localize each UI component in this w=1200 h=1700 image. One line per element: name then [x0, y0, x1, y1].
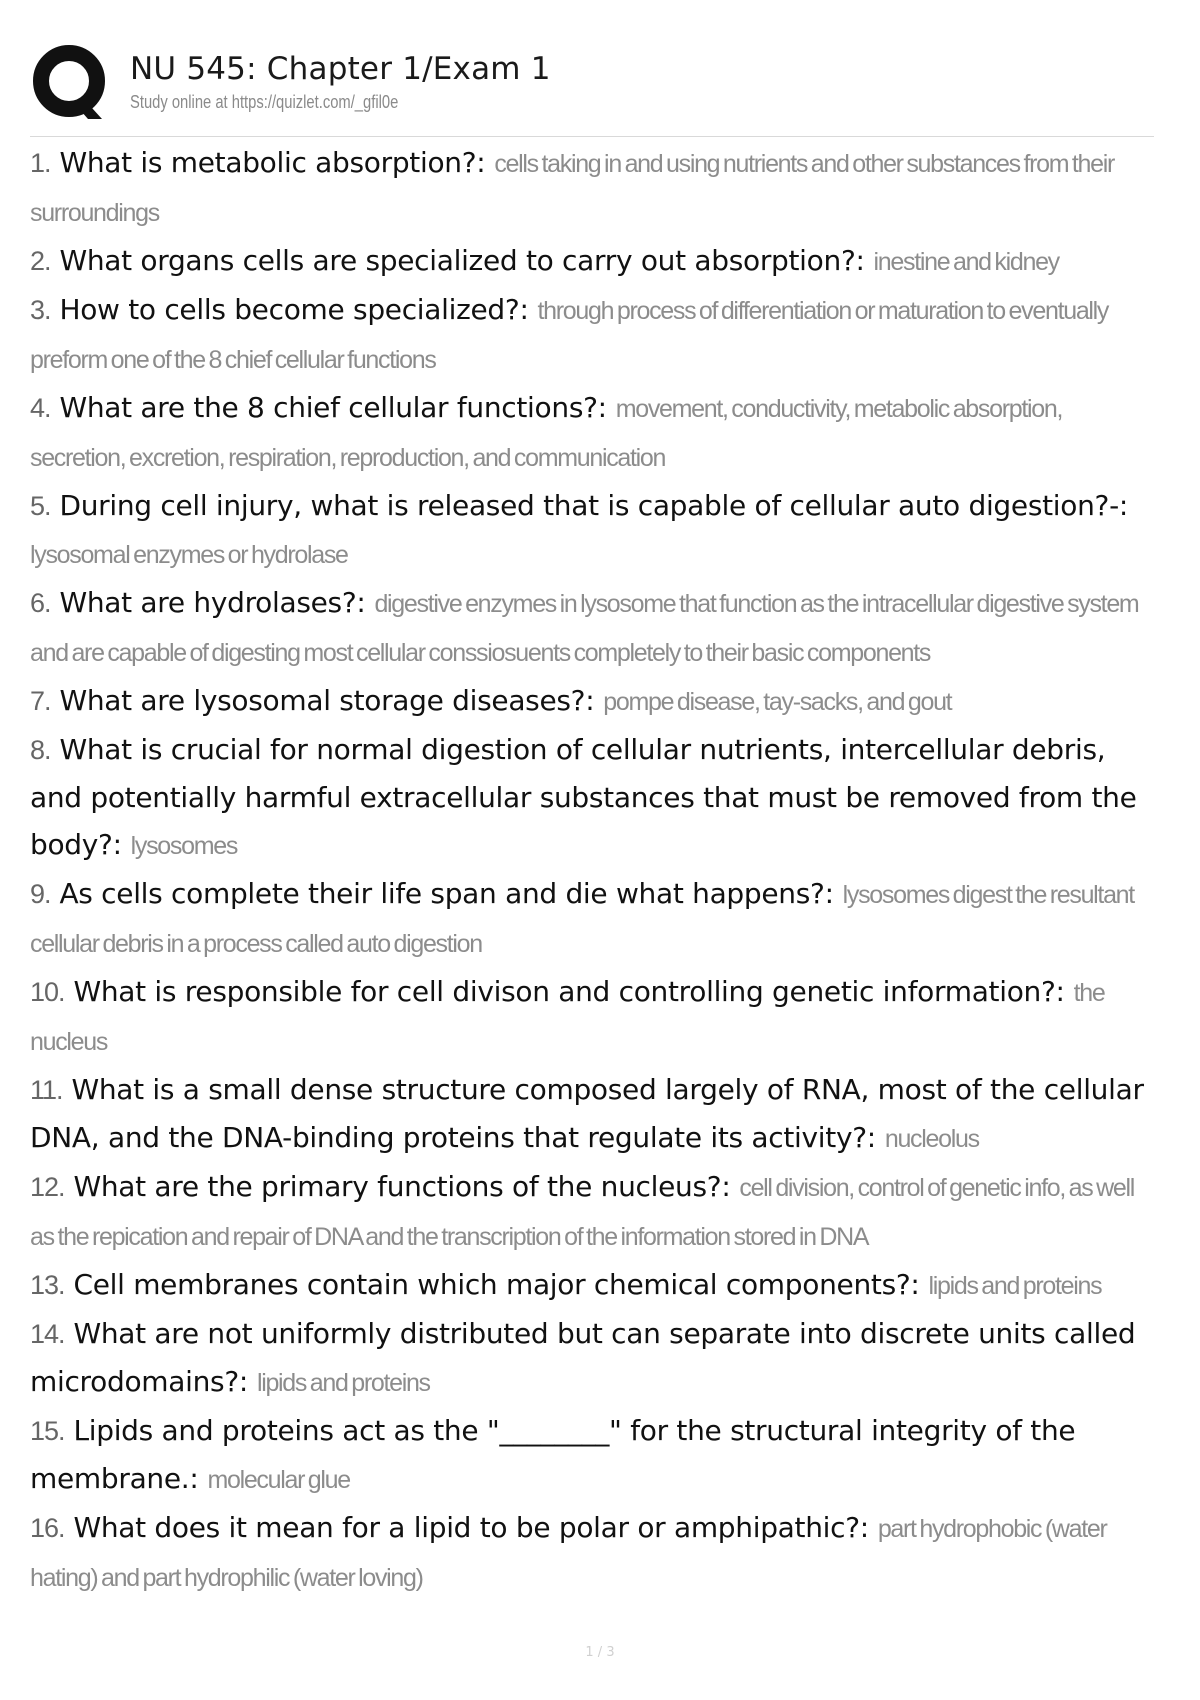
- flashcard-item: [30, 726, 1154, 870]
- header-divider: [30, 136, 1154, 137]
- page-indicator: 1 / 3: [585, 1645, 615, 1660]
- answer-text: movement, conductivity, metabolic absorption, secretion, excretion, respiration, reproduction, and communication: [30, 395, 1063, 472]
- flashcard-item: [30, 579, 1154, 677]
- answer-text: nucleolus: [884, 1125, 979, 1153]
- flashcard-item: [30, 384, 1154, 482]
- flashcard-item: [30, 139, 1154, 237]
- question-text: What does it mean for a lipid to be polar or amphipathic?:: [73, 1511, 869, 1544]
- study-online-link[interactable]: Study online at https://quizlet.com/_gfil0e: [130, 92, 399, 112]
- answer-text: lysosomes digest the resultant cellular debris in a process called auto digestion: [30, 881, 1134, 958]
- flashcard-item: [30, 1066, 1154, 1163]
- item-number: 13.: [30, 1270, 65, 1300]
- item-number: 3.: [30, 295, 51, 325]
- item-number: 1.: [30, 148, 51, 178]
- question-text: During cell injury, what is released that is capable of cellular auto digestion?-:: [59, 489, 1129, 522]
- flashcard-item: [30, 482, 1154, 579]
- answer-text: lysosomes: [130, 832, 238, 860]
- answer-text: cells taking in and using nutrients and other substances from their surroundings: [30, 150, 1115, 227]
- answer-text: digestive enzymes in lysosome that function as the intracellular digestive system and are capable of digesting most cellular conssiosuents completely to their basic components: [30, 590, 1139, 667]
- answer-text: pompe disease, tay-sacks, and gout: [603, 688, 952, 716]
- question-text: What are not uniformly distributed but can separate into discrete units called microdomains?:: [30, 1317, 1136, 1398]
- question-text: What is metabolic absorption?:: [59, 146, 486, 179]
- item-number: 15.: [30, 1416, 65, 1446]
- item-number: 6.: [30, 588, 51, 618]
- answer-text: lipids and proteins: [256, 1369, 430, 1397]
- item-number: 5.: [30, 491, 51, 521]
- question-text: What is crucial for normal digestion of cellular nutrients, intercellular debris, and potentially harmful extracellular substances that must be removed from the body?:: [30, 733, 1137, 861]
- answer-text: lipids and proteins: [928, 1272, 1102, 1300]
- flashcard-item: [30, 870, 1154, 968]
- flashcard-item: [30, 1261, 1154, 1310]
- question-text: What are the 8 chief cellular functions?:: [59, 391, 607, 424]
- flashcard-item: [30, 677, 1154, 726]
- question-text: What is a small dense structure composed largely of RNA, most of the cellular DNA, and the DNA-binding proteins that regulate its activity?:: [30, 1073, 1144, 1154]
- item-number: 10.: [30, 977, 65, 1007]
- question-text: What is responsible for cell divison and controlling genetic information?:: [73, 975, 1065, 1008]
- item-number: 7.: [30, 686, 51, 716]
- item-number: 4.: [30, 393, 51, 423]
- page-header: [30, 34, 1154, 130]
- item-number: 12.: [30, 1172, 65, 1202]
- question-text: What organs cells are specialized to carry out absorption?:: [59, 244, 865, 277]
- question-text: What are hydrolases?:: [59, 586, 366, 619]
- flashcard-item: [30, 1407, 1154, 1504]
- quizlet-logo-icon: [30, 41, 112, 123]
- question-text: Lipids and proteins act as the "________" for the structural integrity of the membrane.:: [30, 1414, 1076, 1495]
- item-number: 11.: [30, 1075, 63, 1105]
- flashcard-item: [30, 237, 1154, 286]
- answer-text: the nucleus: [30, 979, 1105, 1056]
- flashcard-item: [30, 1310, 1154, 1407]
- flashcard-item: [30, 286, 1154, 384]
- answer-text: part hydrophobic (water hating) and part hydrophilic (water loving): [30, 1515, 1107, 1592]
- item-number: 14.: [30, 1319, 65, 1349]
- question-text: How to cells become specialized?:: [59, 293, 529, 326]
- flashcard-item: [30, 1504, 1154, 1602]
- flashcard-item: [30, 1163, 1154, 1261]
- question-text: As cells complete their life span and die what happens?:: [59, 877, 834, 910]
- answer-text: through process of differentiation or maturation to eventually preform one of the 8 chief cellular functions: [30, 297, 1109, 374]
- flashcard-list: [30, 139, 1154, 1602]
- answer-text: inestine and kidney: [873, 248, 1059, 276]
- flashcard-item: [30, 968, 1154, 1066]
- item-number: 8.: [30, 735, 51, 765]
- answer-text: lysosomal enzymes or hydrolase: [30, 541, 348, 569]
- item-number: 16.: [30, 1513, 65, 1543]
- answer-text: molecular glue: [207, 1466, 350, 1494]
- question-text: What are the primary functions of the nucleus?:: [73, 1170, 731, 1203]
- item-number: 2.: [30, 246, 51, 276]
- answer-text: cell division, control of genetic info, as well as the repication and repair of DNA and the transcription of the information stored in DNA: [30, 1174, 1134, 1251]
- question-text: Cell membranes contain which major chemical components?:: [73, 1268, 920, 1301]
- item-number: 9.: [30, 879, 51, 909]
- page-title: NU 545: Chapter 1/Exam 1: [130, 51, 551, 87]
- question-text: What are lysosomal storage diseases?:: [59, 684, 595, 717]
- title-block: [130, 49, 551, 115]
